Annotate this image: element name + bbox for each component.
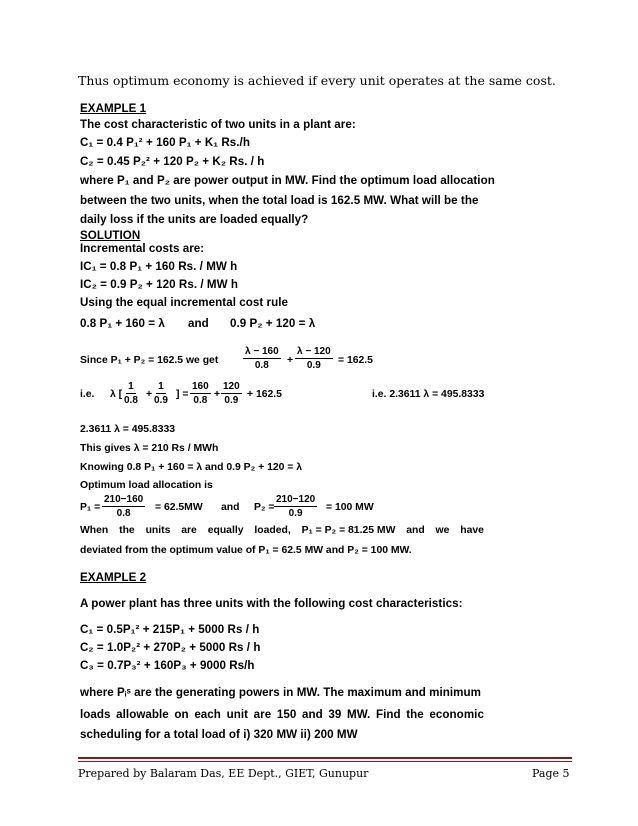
ie-label: i.e.	[80, 389, 95, 400]
question-word: economic	[429, 708, 484, 721]
equal-load-word: are	[181, 525, 197, 536]
example2-heading: EXAMPLE 2	[80, 571, 147, 584]
plus-sign: +	[287, 355, 294, 366]
fraction-4-num: 1	[158, 381, 164, 392]
lambda-value: This gives λ = 210 Rs / MWh	[80, 443, 219, 454]
allocation-heading: Optimum load allocation is	[80, 480, 213, 491]
cost-eq-ex2-c3: C₃ = 0.7P₃² + 160P₃ + 9000 Rs/h	[80, 659, 255, 672]
equal-ic-left: 0.8 P₁ + 160 = λ	[80, 317, 165, 330]
footer-rule-thin	[78, 761, 572, 762]
example1-statement: The cost characteristic of two units in a plant are:	[80, 118, 356, 131]
p1-result: = 62.5MW	[155, 502, 203, 513]
since-text: Since P₁ + P₂ = 162.5 we get	[80, 355, 219, 366]
example2-question-1: where Pᵢˢ are the generating powers in MW. The maximum and minimum	[80, 686, 481, 699]
fraction-3-num: 1	[128, 381, 134, 392]
question-line-1: where P₁ and P₂ are power output in MW. Find the optimum load allocation	[80, 174, 495, 187]
fraction-2-num: λ − 120	[297, 346, 331, 357]
p2-result: = 100 MW	[326, 502, 374, 513]
equal-load-word: P₁ = P₂ = 81.25 MW	[301, 525, 396, 536]
question-word: on	[174, 708, 189, 721]
fraction-6-den: 0.9	[224, 395, 239, 406]
example2-question-3: scheduling for a total load of i) 320 MW ii) 200 MW	[80, 728, 358, 741]
cost-eq-c1: C₁ = 0.4 P₁² + 160 P₁ + K₁ Rs./h	[80, 136, 250, 149]
equal-load-word: equally	[207, 525, 244, 536]
intro-text: Thus optimum economy is achieved if every unit operates at the same cost.	[78, 73, 556, 88]
incremental-heading: Incremental costs are:	[80, 242, 205, 255]
question-word: MW.	[346, 708, 371, 721]
p2-lhs: P₂ =	[254, 502, 275, 513]
equal-load-word: When	[80, 525, 109, 536]
footer-author: Prepared by Balaram Das, EE Dept., GIET, Gunupur	[78, 767, 369, 780]
fraction-6-num: 120	[223, 381, 240, 392]
question-word: Find	[375, 708, 401, 721]
solution-heading: SOLUTION	[80, 229, 141, 242]
question-line-2: between the two units, when the total load is 162.5 MW. What will be the	[80, 194, 479, 207]
fraction-4-den: 0.9	[154, 395, 168, 406]
page-number: Page 5	[532, 767, 570, 780]
cost-eq-ex2-c1: C₁ = 0.5P₁² + 215P₁ + 5000 Rs / h	[80, 623, 260, 636]
example2-statement: A power plant has three units with the following cost characteristics:	[80, 597, 463, 610]
fraction-5-num: 160	[192, 381, 209, 392]
fraction-4	[154, 382, 168, 406]
equal-load-word: we	[435, 525, 450, 536]
equal-load-word: have	[460, 525, 484, 536]
question-word: the	[406, 708, 424, 721]
cost-eq-c2: C₂ = 0.45 P₂² + 120 P₂ + K₂ Rs. / h	[80, 155, 265, 168]
equal-load-line	[80, 525, 484, 536]
question-word: 39	[328, 708, 342, 721]
cost-eq-ex2-c2: C₂ = 1.0P₂² + 270P₂ + 5000 Rs / h	[80, 641, 261, 654]
equal-load-word: units	[145, 525, 171, 536]
question-word: loads	[80, 708, 111, 721]
rule-text: Using the equal incremental cost rule	[80, 296, 289, 309]
ie-result: + 162.5	[247, 389, 282, 400]
footer-rule-thick	[78, 757, 572, 759]
p1-lhs: P₁ =	[80, 502, 101, 513]
lambda-bracket-open: λ [	[110, 389, 123, 400]
fraction-2	[295, 347, 333, 371]
fraction-1	[243, 347, 281, 371]
fraction-2-den: 0.9	[306, 360, 321, 371]
equal-load-word: loaded,	[254, 525, 291, 536]
fraction-5-den: 0.8	[193, 395, 208, 406]
p2-fraction-num: 210−120	[276, 494, 316, 505]
ie-lambda-result: i.e. 2.3611 λ = 495.8333	[372, 389, 485, 400]
incremental-eq-2: IC₂ = 0.9 P₂ + 120 Rs. / MW h	[80, 278, 239, 291]
p-and: and	[221, 502, 240, 513]
p1-fraction	[102, 495, 145, 519]
example2-question-2	[80, 708, 484, 721]
fraction-6	[221, 382, 242, 406]
question-word: are	[253, 708, 272, 721]
plus-sign-3: +	[214, 389, 221, 400]
question-word: and	[301, 708, 323, 721]
question-word: each	[194, 708, 221, 721]
fraction-1-num: λ − 160	[245, 346, 279, 357]
fraction-3-den: 0.8	[124, 395, 138, 406]
equal-ic-right: 0.9 P₂ + 120 = λ	[230, 317, 316, 330]
question-word: 150	[276, 708, 297, 721]
plus-sign-2: +	[146, 389, 153, 400]
fraction-3	[124, 382, 138, 406]
p1-fraction-den: 0.8	[116, 508, 131, 519]
lambda-equation: 2.3611 λ = 495.8333	[80, 424, 176, 435]
equal-load-word: and	[406, 525, 425, 536]
deviation-text: deviated from the optimum value of P₁ = 62.5 MW and P₂ = 100 MW.	[80, 545, 412, 556]
p1-fraction-num: 210−160	[104, 494, 144, 505]
since-result: = 162.5	[338, 355, 373, 366]
incremental-eq-1: IC₁ = 0.8 P₁ + 160 Rs. / MW h	[80, 260, 238, 273]
bracket-close-eq: ] =	[176, 389, 189, 400]
fraction-5	[190, 382, 211, 406]
question-word: allowable	[116, 708, 169, 721]
question-line-3: daily loss if the units are loaded equally?	[80, 213, 309, 226]
example1-heading: EXAMPLE 1	[80, 102, 147, 115]
fraction-1-den: 0.8	[254, 360, 269, 371]
p2-fraction-den: 0.9	[288, 508, 303, 519]
p2-fraction	[274, 495, 317, 519]
question-word: unit	[226, 708, 249, 721]
knowing-text: Knowing 0.8 P₁ + 160 = λ and 0.9 P₂ + 120 = λ	[80, 462, 303, 473]
equal-load-word: the	[119, 525, 135, 536]
equal-ic-and: and	[188, 317, 209, 330]
